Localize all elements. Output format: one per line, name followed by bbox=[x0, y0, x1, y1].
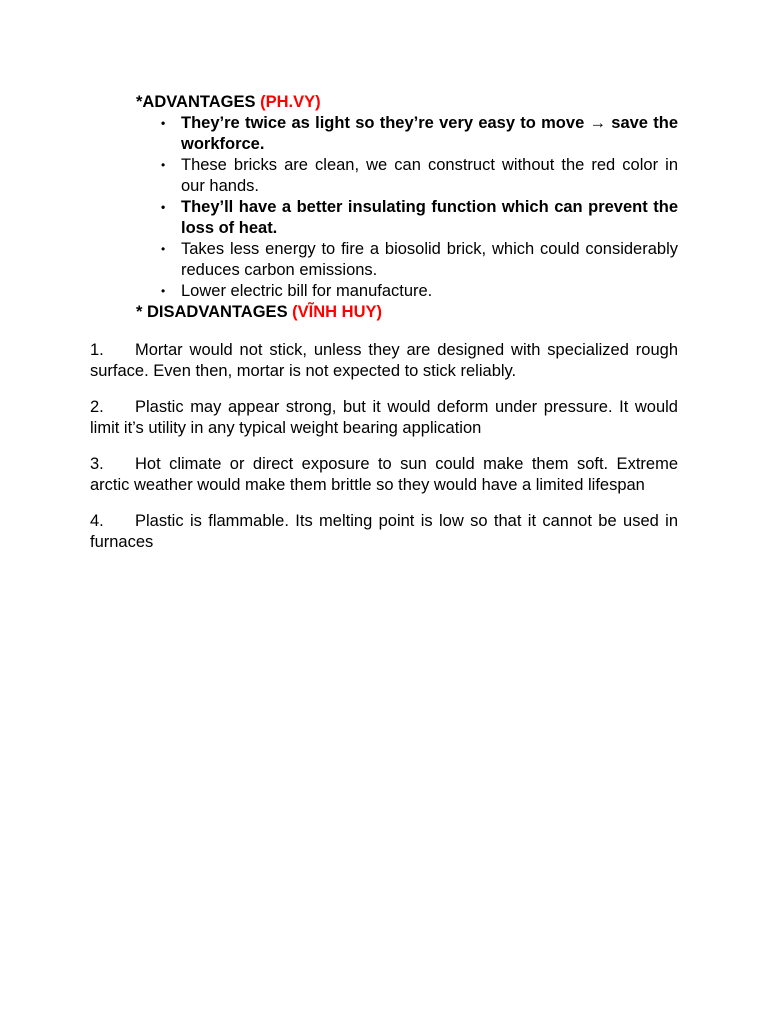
disadvantages-author: (VĨNH HUY) bbox=[292, 303, 383, 321]
disadvantages-list bbox=[90, 340, 678, 553]
disadvantage-item bbox=[90, 511, 678, 553]
bullet-icon: • bbox=[161, 284, 166, 298]
bullet-icon: • bbox=[161, 200, 166, 214]
advantages-author: (PH.VY) bbox=[260, 93, 321, 111]
advantage-item bbox=[136, 239, 678, 281]
advantage-item bbox=[136, 197, 678, 239]
disadvantage-text: Plastic is flammable. Its melting point is low so that it cannot be used in furnaces bbox=[90, 512, 678, 551]
item-number: 4. bbox=[90, 512, 104, 530]
disadvantages-heading bbox=[136, 302, 678, 323]
advantage-text: Lower electric bill for manufacture. bbox=[181, 282, 433, 300]
item-number: 1. bbox=[90, 341, 104, 359]
advantage-text: Takes less energy to fire a biosolid brick, which could considerably reduces carbon emissions. bbox=[181, 240, 678, 279]
bullet-icon: • bbox=[161, 116, 166, 130]
advantages-title: *ADVANTAGES bbox=[136, 93, 256, 111]
disadvantage-text: Mortar would not stick, unless they are designed with specialized rough surface. Even then, mortar is not expected to stick reliably. bbox=[90, 341, 678, 380]
advantage-text: They’re twice as light so they’re very easy to move → save the workforce. bbox=[181, 114, 678, 153]
disadvantage-item bbox=[90, 340, 678, 382]
advantage-item bbox=[136, 113, 678, 155]
disadvantage-text: Plastic may appear strong, but it would deform under pressure. It would limit it’s utility in any typical weight bearing application bbox=[90, 398, 678, 437]
item-number: 2. bbox=[90, 398, 104, 416]
bullet-icon: • bbox=[161, 158, 166, 172]
disadvantage-item bbox=[90, 397, 678, 439]
bullet-icon: • bbox=[161, 242, 166, 256]
advantage-text: They’ll have a better insulating function which can prevent the loss of heat. bbox=[181, 198, 678, 237]
disadvantage-item bbox=[90, 454, 678, 496]
item-number: 3. bbox=[90, 455, 104, 473]
disadvantages-title: * DISADVANTAGES bbox=[136, 303, 288, 321]
disadvantage-text: Hot climate or direct exposure to sun could make them soft. Extreme arctic weather would make them brittle so they would have a limited lifespan bbox=[90, 455, 678, 494]
advantages-list bbox=[136, 113, 678, 302]
document-page bbox=[90, 92, 678, 568]
advantage-item bbox=[136, 281, 678, 302]
advantage-text: These bricks are clean, we can construct without the red color in our hands. bbox=[181, 156, 678, 195]
advantage-item bbox=[136, 155, 678, 197]
advantages-heading bbox=[136, 92, 678, 113]
